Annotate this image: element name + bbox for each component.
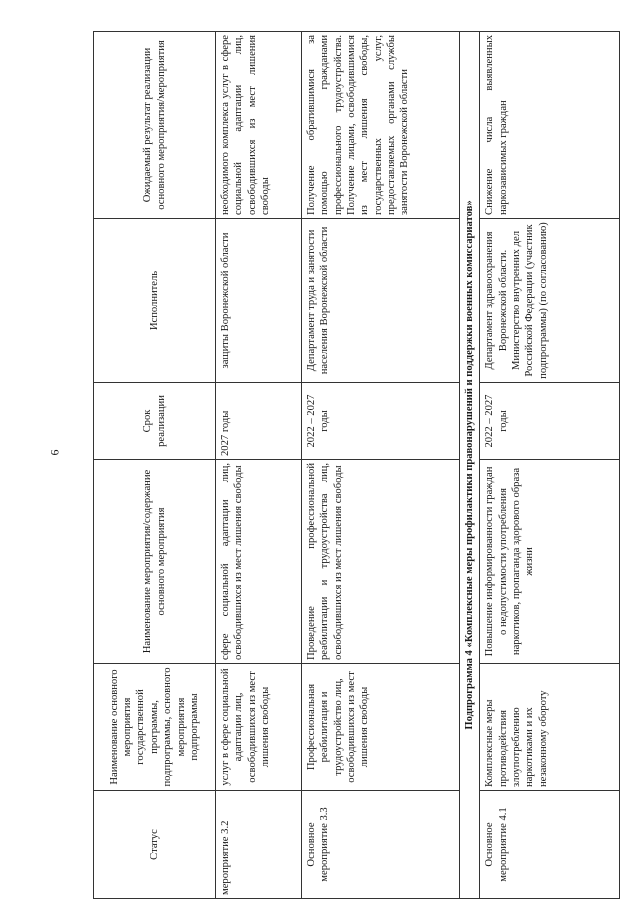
cell-executor: защиты Воронежской области [216,219,302,383]
table-row [216,32,302,899]
cell-executor: Департамент труда и занятости населения Воронежской области [302,219,460,383]
cell-event-name: сфере социальной адаптации лиц, освободившихся из мест лишения свободы [216,460,302,664]
cell-program-name: услуг в сфере социальной адаптации лиц, освободившихся из мест лишения свободы [216,664,302,791]
header-deadline: Срок реализации [94,383,216,460]
cell-result: необходимого комплекса услуг в сфере социальной адаптации лиц, освободившихся из мест лишения свободы [216,32,302,219]
cell-status: Основное мероприятие 4.1 [480,791,620,899]
cell-program-name: Профессиональная реабилитация и трудоустройство лиц, освободившихся из мест лишения свободы [302,664,460,791]
measures-table [93,31,620,899]
page-number: 6 [47,449,62,456]
cell-status: мероприятие 3.2 [216,791,302,899]
cell-program-name: Комплексные меры противодействия злоупотреблению наркотиками и их незаконному обороту [480,664,620,791]
table-row [302,32,460,899]
header-executor: Исполнитель [94,219,216,383]
table-row [480,32,620,899]
table-header-row [94,32,216,899]
cell-event-name: Повышение информированности граждан о недопустимости употребления наркотиков, пропаганда здорового образа жизни [480,460,620,664]
subprogram-title: Подпрограмма 4 «Комплексные меры профилактики правонарушений и поддержки военных комиссариатов» [460,32,480,899]
header-program-name: Наименование основного мероприятия государственной программы, подпрограммы, основного мероприятия подпрограммы [94,664,216,791]
cell-status: Основное мероприятие 3.3 [302,791,460,899]
cell-result: Получение обратившимися за помощью гражданами профессионального трудоустройства. Получение лицами, освободившимися из мест лишения свободы, государственных услуг, предоставляемых органами службы занятости Воронежской области [302,32,460,219]
cell-deadline: 2022 – 2027 годы [302,383,460,460]
header-event-name: Наименование мероприятия/содержание основного мероприятия [94,460,216,664]
header-status: Статус [94,791,216,899]
cell-result: Снижение числа выявленных наркозависимых граждан [480,32,620,219]
cell-executor: Департамент здравоохранения Воронежской области. Министерство внутренних дел Российской Федерации (участник подпрограммы) (по согласованию) [480,219,620,383]
cell-deadline: 2022 – 2027 годы [480,383,620,460]
subprogram-row [460,32,480,899]
cell-event-name: Проведение профессиональной реабилитации и трудоустройства лиц, освободившихся из мест лишения свободы [302,460,460,664]
cell-deadline: 2027 годы [216,383,302,460]
header-result: Ожидаемый результат реализации основного мероприятия/мероприятия [94,32,216,219]
